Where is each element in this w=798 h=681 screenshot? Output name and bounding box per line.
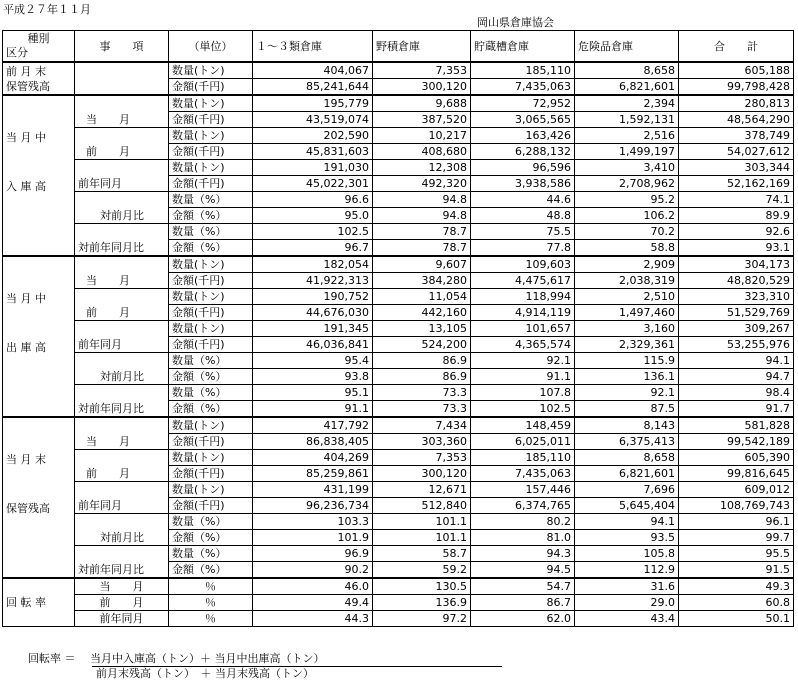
value-cell: 12,308 — [373, 160, 471, 176]
unit-label: 金額（%） — [169, 240, 253, 257]
value-cell: 148,459 — [471, 417, 575, 434]
value-cell: 102.5 — [253, 224, 373, 240]
value-cell: 12,671 — [373, 482, 471, 498]
value-cell: 163,426 — [471, 128, 575, 144]
value-cell: 442,160 — [373, 305, 471, 321]
header-category — [3, 31, 75, 63]
value-cell: 101,657 — [471, 321, 575, 337]
value-cell: 101.1 — [373, 514, 471, 530]
table-row — [3, 546, 794, 562]
value-cell: 48,564,290 — [679, 112, 794, 128]
value-cell: 49.3 — [679, 578, 794, 595]
item-blank — [75, 62, 169, 95]
unit-label: 数量（%） — [169, 353, 253, 369]
value-cell: 9,688 — [373, 95, 471, 112]
value-cell: 101.9 — [253, 530, 373, 546]
value-cell: 29.0 — [575, 595, 679, 611]
value-cell: 48.8 — [471, 208, 575, 224]
unit-label: 数量(トン) — [169, 417, 253, 434]
value-cell: 44,676,030 — [253, 305, 373, 321]
item-text: 対前月比 — [100, 531, 144, 544]
value-cell: 51,529,769 — [679, 305, 794, 321]
value-cell: 95.1 — [253, 385, 373, 401]
value-cell: 1,592,131 — [575, 112, 679, 128]
table-row — [3, 95, 794, 112]
value-cell: 95.0 — [253, 208, 373, 224]
value-cell: 404,067 — [253, 62, 373, 79]
item-label: 前 月 — [75, 595, 169, 611]
item-label — [75, 192, 169, 224]
value-cell: 59.2 — [373, 562, 471, 579]
value-cell: 86.9 — [373, 369, 471, 385]
section-opening-2: 保管残高 — [6, 79, 50, 93]
value-cell: 4,365,574 — [471, 337, 575, 353]
table-row — [3, 256, 794, 273]
value-cell: 3,065,565 — [471, 112, 575, 128]
value-cell: 2,394 — [575, 95, 679, 112]
value-cell: 58.7 — [373, 546, 471, 562]
value-cell: 101.1 — [373, 530, 471, 546]
value-cell: 609,012 — [679, 482, 794, 498]
turnover-formula — [28, 651, 325, 680]
value-cell: 41,922,313 — [253, 273, 373, 289]
unit-label: 金額(千円) — [169, 112, 253, 128]
value-cell: 94.8 — [373, 208, 471, 224]
table-row — [3, 62, 794, 79]
value-cell: 70.2 — [575, 224, 679, 240]
unit-label: 金額(千円) — [169, 337, 253, 353]
table-row — [3, 385, 794, 401]
value-cell: 94.1 — [575, 514, 679, 530]
unit-label: 数量（%） — [169, 546, 253, 562]
value-cell: 87.5 — [575, 401, 679, 418]
item-text: 前 月 — [86, 306, 130, 319]
value-cell: 323,310 — [679, 289, 794, 305]
value-cell: 7,435,063 — [471, 79, 575, 96]
item-label — [75, 546, 169, 579]
value-cell: 512,840 — [373, 498, 471, 514]
unit-label: 数量(トン) — [169, 321, 253, 337]
value-cell: 524,200 — [373, 337, 471, 353]
value-cell: 99.7 — [679, 530, 794, 546]
value-cell: 2,909 — [575, 256, 679, 273]
item-text: 対前月比 — [100, 209, 144, 222]
value-cell: 92.6 — [679, 224, 794, 240]
value-cell: 7,696 — [575, 482, 679, 498]
value-cell: 95.2 — [575, 192, 679, 208]
header-unit: （単位） — [169, 31, 253, 63]
value-cell: 43,519,074 — [253, 112, 373, 128]
value-cell: 417,792 — [253, 417, 373, 434]
value-cell: 605,390 — [679, 450, 794, 466]
value-cell: 384,280 — [373, 273, 471, 289]
value-cell: 95.5 — [679, 546, 794, 562]
formula-denominator: 前月末残高（トン） ＋ 当月末残高（トン） — [96, 667, 314, 680]
table-row — [3, 514, 794, 530]
value-cell: 7,434 — [373, 417, 471, 434]
value-cell: 81.0 — [471, 530, 575, 546]
table-row — [3, 595, 794, 611]
item-label — [75, 450, 169, 482]
value-cell: 3,160 — [575, 321, 679, 337]
value-cell: 387,520 — [373, 112, 471, 128]
value-cell: 75.5 — [471, 224, 575, 240]
table-row — [3, 450, 794, 466]
value-cell: 62.0 — [471, 611, 575, 627]
value-cell: 581,828 — [679, 417, 794, 434]
section-outbound — [3, 256, 75, 417]
value-cell: 89.9 — [679, 208, 794, 224]
value-cell: 1,499,197 — [575, 144, 679, 160]
value-cell: 72,952 — [471, 95, 575, 112]
value-cell: 93.5 — [575, 530, 679, 546]
value-cell: 8,658 — [575, 450, 679, 466]
item-text: 対前年同月比 — [78, 563, 144, 576]
table-row — [3, 160, 794, 176]
item-label — [75, 289, 169, 321]
value-cell: 4,475,617 — [471, 273, 575, 289]
value-cell: 7,435,063 — [471, 466, 575, 482]
formula-label: 回転率 ＝ — [28, 652, 76, 665]
value-cell: 112.9 — [575, 562, 679, 579]
item-text: 当 月 — [86, 435, 130, 448]
value-cell: 78.7 — [373, 240, 471, 257]
unit-label: ％ — [169, 578, 253, 595]
value-cell: 93.8 — [253, 369, 373, 385]
section-inbound — [3, 95, 75, 256]
value-cell: 86,838,405 — [253, 434, 373, 450]
unit-label: 数量(トン) — [169, 62, 253, 79]
organization-name: 岡山県倉庫協会 — [477, 16, 554, 29]
value-cell: 50.1 — [679, 611, 794, 627]
table-row — [3, 224, 794, 240]
value-cell: 605,188 — [679, 62, 794, 79]
item-label — [75, 95, 169, 128]
table-row — [3, 417, 794, 434]
unit-label: ％ — [169, 595, 253, 611]
item-text: 前年同月 — [78, 338, 122, 351]
value-cell: 86.7 — [471, 595, 575, 611]
value-cell: 91.1 — [471, 369, 575, 385]
table-row — [3, 192, 794, 208]
value-cell: 92.1 — [575, 385, 679, 401]
header-row — [3, 31, 794, 63]
value-cell: 3,410 — [575, 160, 679, 176]
item-text: 前 月 — [86, 467, 130, 480]
section-opening — [3, 62, 75, 95]
section-inbound-line2: 入 庫 高 — [6, 180, 46, 193]
section-closing-line2: 保管残高 — [6, 502, 50, 515]
item-label — [75, 160, 169, 192]
item-text: 前年同月 — [78, 177, 122, 190]
unit-label: 金額(千円) — [169, 434, 253, 450]
item-text: 対前月比 — [100, 370, 144, 383]
value-cell: 45,022,301 — [253, 176, 373, 192]
section-closing-line1: 当 月 末 — [6, 453, 46, 466]
value-cell: 96.7 — [253, 240, 373, 257]
value-cell: 99,542,189 — [679, 434, 794, 450]
value-cell: 94.7 — [679, 369, 794, 385]
value-cell: 6,374,765 — [471, 498, 575, 514]
header-item: 事 項 — [75, 31, 169, 63]
value-cell: 300,120 — [373, 466, 471, 482]
section-outbound-line2: 出 庫 高 — [6, 341, 46, 354]
value-cell: 195,779 — [253, 95, 373, 112]
value-cell: 182,054 — [253, 256, 373, 273]
item-text: 前年同月 — [78, 499, 122, 512]
header-category-2: 区分 — [6, 46, 28, 59]
value-cell: 10,217 — [373, 128, 471, 144]
value-cell: 191,345 — [253, 321, 373, 337]
value-cell: 11,054 — [373, 289, 471, 305]
value-cell: 378,749 — [679, 128, 794, 144]
unit-label: 数量（%） — [169, 224, 253, 240]
value-cell: 96.6 — [253, 192, 373, 208]
header-c1: １～３類倉庫 — [253, 31, 373, 63]
value-cell: 1,497,460 — [575, 305, 679, 321]
value-cell: 74.1 — [679, 192, 794, 208]
header-total: 合 計 — [679, 31, 794, 63]
unit-label: 数量(トン) — [169, 95, 253, 112]
value-cell: 99,816,645 — [679, 466, 794, 482]
value-cell: 6,288,132 — [471, 144, 575, 160]
value-cell: 7,353 — [373, 450, 471, 466]
value-cell: 48,820,529 — [679, 273, 794, 289]
value-cell: 86.9 — [373, 353, 471, 369]
unit-label: 金額（%） — [169, 208, 253, 224]
value-cell: 97.2 — [373, 611, 471, 627]
unit-label: 金額(千円) — [169, 273, 253, 289]
value-cell: 6,821,601 — [575, 466, 679, 482]
value-cell: 94.8 — [373, 192, 471, 208]
value-cell: 43.4 — [575, 611, 679, 627]
value-cell: 52,162,169 — [679, 176, 794, 192]
table-row — [3, 321, 794, 337]
value-cell: 44.6 — [471, 192, 575, 208]
value-cell: 77.8 — [471, 240, 575, 257]
value-cell: 54,027,612 — [679, 144, 794, 160]
value-cell: 3,938,586 — [471, 176, 575, 192]
value-cell: 202,590 — [253, 128, 373, 144]
value-cell: 136.9 — [373, 595, 471, 611]
value-cell: 136.1 — [575, 369, 679, 385]
section-turnover: 回 転 率 — [3, 578, 75, 627]
unit-label: 数量（%） — [169, 514, 253, 530]
value-cell: 2,510 — [575, 289, 679, 305]
value-cell: 185,110 — [471, 450, 575, 466]
unit-label: 金額(千円) — [169, 498, 253, 514]
value-cell: 85,241,644 — [253, 79, 373, 96]
value-cell: 115.9 — [575, 353, 679, 369]
report-date: 平成２７年１１月 — [3, 3, 91, 16]
table-row — [3, 289, 794, 305]
value-cell: 431,199 — [253, 482, 373, 498]
value-cell: 91.5 — [679, 562, 794, 579]
value-cell: 107.8 — [471, 385, 575, 401]
value-cell: 6,375,413 — [575, 434, 679, 450]
value-cell: 49.4 — [253, 595, 373, 611]
value-cell: 492,320 — [373, 176, 471, 192]
unit-label: 数量(トン) — [169, 256, 253, 273]
value-cell: 73.3 — [373, 401, 471, 418]
item-label: 前年同月 — [75, 611, 169, 627]
value-cell: 118,994 — [471, 289, 575, 305]
value-cell: 96.9 — [253, 546, 373, 562]
item-label — [75, 385, 169, 418]
value-cell: 91.7 — [679, 401, 794, 418]
value-cell: 5,645,404 — [575, 498, 679, 514]
value-cell: 90.2 — [253, 562, 373, 579]
item-label — [75, 256, 169, 289]
item-label — [75, 224, 169, 257]
value-cell: 190,752 — [253, 289, 373, 305]
value-cell: 60.8 — [679, 595, 794, 611]
value-cell: 105.8 — [575, 546, 679, 562]
unit-label: 数量（%） — [169, 385, 253, 401]
value-cell: 46,036,841 — [253, 337, 373, 353]
value-cell: 2,329,361 — [575, 337, 679, 353]
value-cell: 408,680 — [373, 144, 471, 160]
value-cell: 96,596 — [471, 160, 575, 176]
value-cell: 6,025,011 — [471, 434, 575, 450]
item-label — [75, 417, 169, 450]
unit-label: ％ — [169, 611, 253, 627]
unit-label: 金額(千円) — [169, 466, 253, 482]
value-cell: 9,607 — [373, 256, 471, 273]
header-c2: 野積倉庫 — [373, 31, 471, 63]
value-cell: 94.1 — [679, 353, 794, 369]
unit-label: 金額(千円) — [169, 144, 253, 160]
value-cell: 309,267 — [679, 321, 794, 337]
value-cell: 58.8 — [575, 240, 679, 257]
warehouse-statistics-table — [2, 30, 794, 627]
value-cell: 7,353 — [373, 62, 471, 79]
unit-label: 金額（%） — [169, 369, 253, 385]
item-label: 当 月 — [75, 578, 169, 595]
unit-label: 金額（%） — [169, 530, 253, 546]
unit-label: 金額(千円) — [169, 79, 253, 96]
item-label — [75, 353, 169, 385]
value-cell: 303,344 — [679, 160, 794, 176]
value-cell: 96.1 — [679, 514, 794, 530]
value-cell: 185,110 — [471, 62, 575, 79]
item-text: 前 月 — [86, 145, 130, 158]
value-cell: 94.3 — [471, 546, 575, 562]
value-cell: 304,173 — [679, 256, 794, 273]
value-cell: 103.3 — [253, 514, 373, 530]
unit-label: 金額(千円) — [169, 305, 253, 321]
value-cell: 45,831,603 — [253, 144, 373, 160]
table-row — [3, 611, 794, 627]
value-cell: 108,769,743 — [679, 498, 794, 514]
value-cell: 2,038,319 — [575, 273, 679, 289]
value-cell: 2,516 — [575, 128, 679, 144]
value-cell: 99,798,428 — [679, 79, 794, 96]
value-cell: 13,105 — [373, 321, 471, 337]
value-cell: 8,143 — [575, 417, 679, 434]
item-text: 当 月 — [86, 274, 130, 287]
table-row — [3, 482, 794, 498]
item-label — [75, 321, 169, 353]
table-row — [3, 128, 794, 144]
unit-label: 金額（%） — [169, 401, 253, 418]
value-cell: 2,708,962 — [575, 176, 679, 192]
unit-label: 数量(トン) — [169, 450, 253, 466]
item-label — [75, 482, 169, 514]
value-cell: 404,269 — [253, 450, 373, 466]
value-cell: 95.4 — [253, 353, 373, 369]
value-cell: 157,446 — [471, 482, 575, 498]
item-text: 対前年同月比 — [78, 241, 144, 254]
value-cell: 8,658 — [575, 62, 679, 79]
item-text: 対前年同月比 — [78, 402, 144, 415]
unit-label: 数量(トン) — [169, 289, 253, 305]
unit-label: 数量（%） — [169, 192, 253, 208]
unit-label: 金額(千円) — [169, 176, 253, 192]
item-label — [75, 128, 169, 160]
value-cell: 4,914,119 — [471, 305, 575, 321]
table-row — [3, 578, 794, 595]
value-cell: 80.2 — [471, 514, 575, 530]
value-cell: 280,813 — [679, 95, 794, 112]
header-c3: 貯蔵槽倉庫 — [471, 31, 575, 63]
value-cell: 93.1 — [679, 240, 794, 257]
value-cell: 73.3 — [373, 385, 471, 401]
item-label — [75, 514, 169, 546]
section-closing — [3, 417, 75, 578]
value-cell: 31.6 — [575, 578, 679, 595]
table-row — [3, 353, 794, 369]
value-cell: 44.3 — [253, 611, 373, 627]
value-cell: 46.0 — [253, 578, 373, 595]
value-cell: 102.5 — [471, 401, 575, 418]
value-cell: 109,603 — [471, 256, 575, 273]
header-c4: 危険品倉庫 — [575, 31, 679, 63]
formula-numerator: 当月中入庫高（トン）＋ 当月中出庫高（トン） — [90, 652, 325, 665]
item-text: 当 月 — [86, 113, 130, 126]
value-cell: 54.7 — [471, 578, 575, 595]
value-cell: 130.5 — [373, 578, 471, 595]
value-cell: 96,236,734 — [253, 498, 373, 514]
value-cell: 303,360 — [373, 434, 471, 450]
unit-label: 数量(トン) — [169, 128, 253, 144]
unit-label: 数量(トン) — [169, 482, 253, 498]
header-category-1: 種別 — [27, 32, 50, 45]
section-opening-1: 前 月 末 — [6, 64, 46, 78]
value-cell: 6,821,601 — [575, 79, 679, 96]
section-outbound-line1: 当 月 中 — [6, 292, 46, 305]
value-cell: 98.4 — [679, 385, 794, 401]
unit-label: 金額（%） — [169, 562, 253, 579]
value-cell: 53,255,976 — [679, 337, 794, 353]
value-cell: 85,259,861 — [253, 466, 373, 482]
value-cell: 91.1 — [253, 401, 373, 418]
value-cell: 78.7 — [373, 224, 471, 240]
value-cell: 106.2 — [575, 208, 679, 224]
value-cell: 191,030 — [253, 160, 373, 176]
value-cell: 92.1 — [471, 353, 575, 369]
value-cell: 300,120 — [373, 79, 471, 96]
section-inbound-line1: 当 月 中 — [6, 131, 46, 144]
value-cell: 94.5 — [471, 562, 575, 579]
unit-label: 数量(トン) — [169, 160, 253, 176]
